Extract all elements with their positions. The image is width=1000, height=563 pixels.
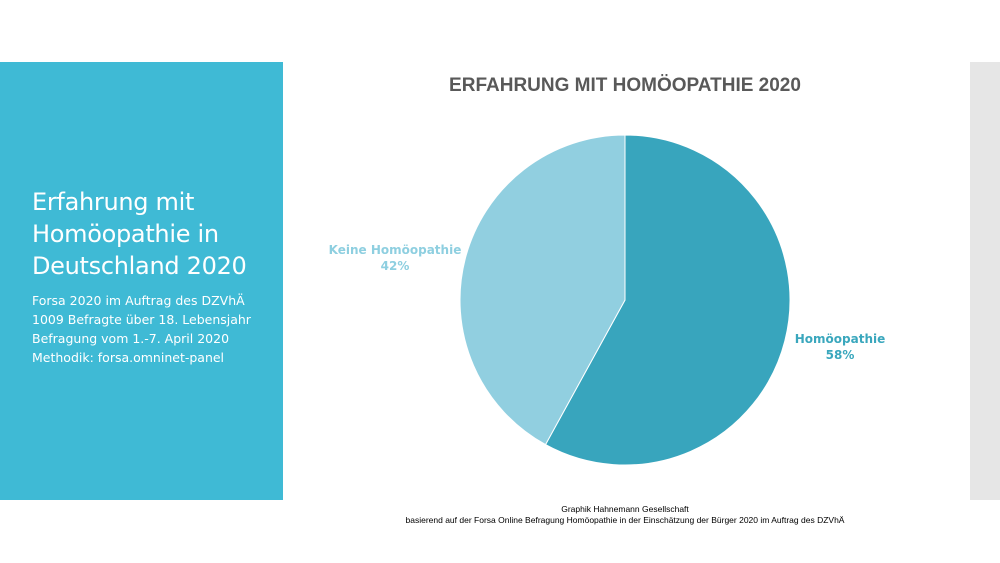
panel-title-line: Erfahrung mit (32, 188, 195, 216)
slice-percent: 42% (380, 259, 410, 273)
survey-detail-line: Methodik: forsa.omninet-panel (32, 350, 225, 365)
source-footnote (380, 504, 870, 526)
slice-percent: 58% (825, 348, 855, 362)
survey-detail-line: Befragung vom 1.-7. April 2020 (32, 331, 230, 346)
panel-title-line: Homöopathie in (32, 220, 219, 248)
chart-title: ERFAHRUNG MIT HOMÖOPATHIE 2020 (449, 75, 801, 96)
survey-detail-line: 1009 Befragte über 18. Lebensjahr (32, 312, 251, 327)
slice-label-homoeopathie (785, 331, 895, 363)
slice-name: Homöopathie (794, 332, 886, 346)
survey-detail-line: Forsa 2020 im Auftrag des DZVhÄ (32, 293, 245, 308)
slice-label-keine-homoeopathie (325, 242, 465, 274)
pie-slices (460, 135, 790, 465)
slice-name: Keine Homöopathie (328, 243, 462, 257)
footnote-line: Graphik Hahnemann Gesellschaft (561, 504, 689, 514)
footnote-line: basierend auf der Forsa Online Befragung Homöopathie in der Einschätzung der Bürger 2020 im Auftrag des DZVhÄ (405, 515, 845, 525)
panel-title-line: Deutschland 2020 (32, 252, 247, 280)
